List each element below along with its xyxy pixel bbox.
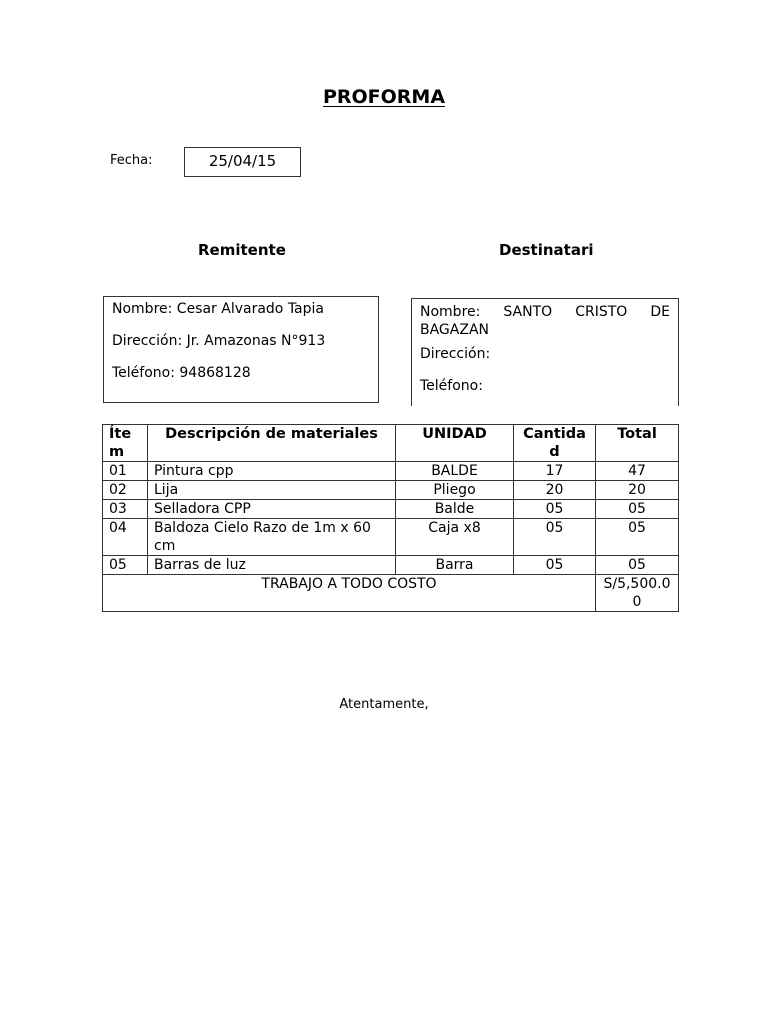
destinatari-nombre: Nombre: SANTO CRISTO DE xyxy=(420,304,670,320)
cell-descripcion: Barras de luz xyxy=(148,556,396,575)
cell-item: 01 xyxy=(103,462,148,481)
fecha-field: 25/04/15 xyxy=(184,147,301,177)
remitente-box xyxy=(103,296,379,403)
table-row xyxy=(103,481,679,500)
table-row xyxy=(103,500,679,519)
cell-cantidad: 05 xyxy=(514,556,596,575)
footer-total: S/5,500.00 xyxy=(596,575,679,612)
cell-unidad: Barra xyxy=(396,556,514,575)
table-row xyxy=(103,556,679,575)
header-descripcion: Descripción de materiales xyxy=(148,425,396,462)
cell-cantidad: 17 xyxy=(514,462,596,481)
cell-unidad: Caja x8 xyxy=(396,519,514,556)
cell-unidad: Pliego xyxy=(396,481,514,500)
cell-cantidad: 20 xyxy=(514,481,596,500)
header-cantidad: Cantidad xyxy=(514,425,596,462)
cell-total: 47 xyxy=(596,462,679,481)
cell-total: 05 xyxy=(596,556,679,575)
cell-unidad: BALDE xyxy=(396,462,514,481)
destinatari-telefono: Teléfono: xyxy=(420,378,483,394)
destinatari-nombre-cont: BAGAZAN xyxy=(420,322,490,338)
closing-text: Atentamente, xyxy=(339,697,429,712)
cell-descripcion: Baldoza Cielo Razo de 1m x 60 cm xyxy=(148,519,396,556)
header-item: Ítem xyxy=(103,425,148,462)
remitente-heading: Remitente xyxy=(198,241,286,259)
fecha-label: Fecha: xyxy=(110,153,153,168)
remitente-nombre: Nombre: Cesar Alvarado Tapia xyxy=(112,301,324,317)
remitente-direccion: Dirección: Jr. Amazonas N°913 xyxy=(112,333,326,349)
cell-item: 05 xyxy=(103,556,148,575)
materials-table xyxy=(102,424,679,612)
cell-cantidad: 05 xyxy=(514,519,596,556)
cell-descripcion: Lija xyxy=(148,481,396,500)
cell-item: 02 xyxy=(103,481,148,500)
cell-total: 05 xyxy=(596,519,679,556)
table-row xyxy=(103,462,679,481)
footer-label: TRABAJO A TODO COSTO xyxy=(103,575,596,612)
page-title: PROFORMA xyxy=(322,86,446,108)
remitente-telefono: Teléfono: 94868128 xyxy=(112,365,251,381)
cell-unidad: Balde xyxy=(396,500,514,519)
cell-item: 03 xyxy=(103,500,148,519)
destinatari-box xyxy=(411,298,679,406)
cell-total: 20 xyxy=(596,481,679,500)
table-row xyxy=(103,519,679,556)
cell-item: 04 xyxy=(103,519,148,556)
cell-total: 05 xyxy=(596,500,679,519)
destinatari-heading: Destinatari xyxy=(499,241,594,259)
table-footer-row xyxy=(103,575,679,612)
table-header-row xyxy=(103,425,679,462)
cell-descripcion: Pintura cpp xyxy=(148,462,396,481)
header-unidad: UNIDAD xyxy=(396,425,514,462)
cell-cantidad: 05 xyxy=(514,500,596,519)
destinatari-direccion: Dirección: xyxy=(420,346,491,362)
cell-descripcion: Selladora CPP xyxy=(148,500,396,519)
header-total: Total xyxy=(596,425,679,462)
